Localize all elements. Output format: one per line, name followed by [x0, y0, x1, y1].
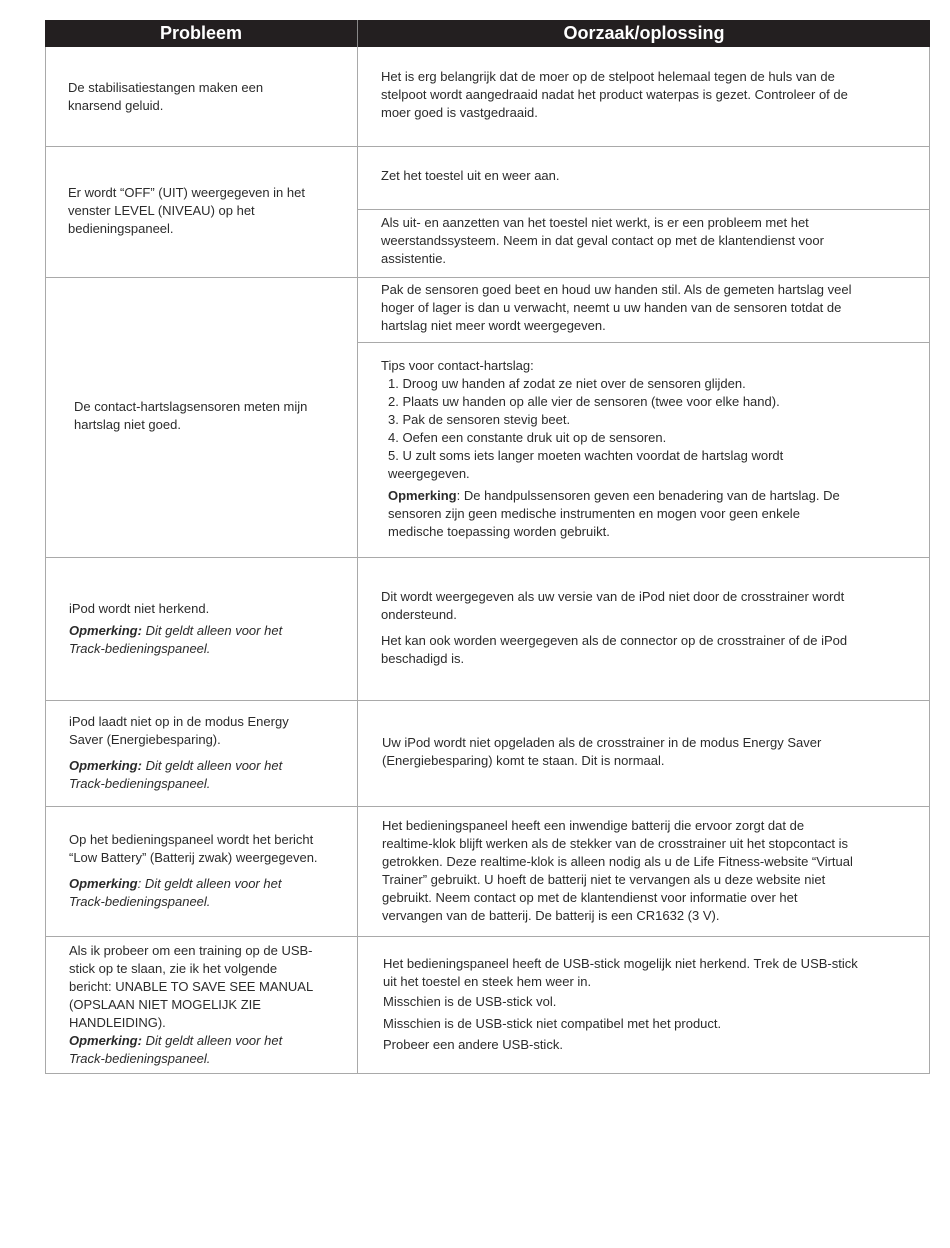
problem-usb-save: Als ik probeer om een training op de USB- stick op te slaan, zie ik het volgende bericht: UNABLE TO SAVE SEE MANUAL (OPSLAAN NIET MOGELIJK ZIE HANDLEIDING). [69, 943, 314, 1030]
row-divider [45, 806, 930, 807]
row-divider [45, 277, 930, 278]
heart-rate-note: Opmerking: De handpulssensoren geven een benadering van de hartslag. De sensoren zijn geen medische instrumenten en mogen voor geen enkele medische toepassing worden gebruikt. [388, 488, 840, 539]
solution-ipod-version: Dit wordt weergegeven als uw versie van de iPod niet door de crosstrainer wordt ondersteund. [381, 589, 845, 622]
row-divider [45, 936, 930, 937]
ipod-note: Opmerking: Dit geldt alleen voor het Track-bedieningspaneel. [69, 623, 283, 656]
row-divider [45, 700, 930, 701]
low-battery-note: Opmerking: Dit geldt alleen voor het Track-bedieningspaneel. [69, 876, 282, 909]
column-header-problem: Probleem [45, 20, 357, 47]
solution-restart: Zet het toestel uit en weer aan. [381, 168, 560, 183]
table-bottom-border [45, 1073, 930, 1074]
subrow-divider [357, 209, 930, 210]
solution-usb-full: Misschien is de USB-stick vol. [383, 994, 557, 1009]
table-left-border [45, 47, 46, 1074]
problem-low-battery: Op het bedieningspaneel wordt het bericht “Low Battery” (Batterij zwak) weergegeven. [69, 832, 318, 865]
subrow-divider [357, 342, 930, 343]
column-divider [357, 47, 358, 1074]
problem-ipod-not-charging: iPod laadt niet op in de modus Energy Saver (Energiebesparing). [69, 714, 289, 747]
solution-hold-sensors: Pak de sensoren goed beet en houd uw handen stil. Als de gemeten hartslag veel hoger of lager is dan u verwacht, neemt u uw handen van de sensoren totdat de hartslag niet meer wordt weergegeven. [381, 282, 852, 333]
row-divider [45, 146, 930, 147]
solution-ipod-connector: Het kan ook worden weergegeven als de connector op de crosstrainer of de iPod beschadigd is. [381, 633, 848, 666]
ipod-charging-note: Opmerking: Dit geldt alleen voor het Track-bedieningspaneel. [69, 758, 283, 791]
row-divider [45, 557, 930, 558]
solution-usb-incompatible: Misschien is de USB-stick niet compatibel met het product. [383, 1016, 722, 1031]
solution-stabilizer: Het is erg belangrijk dat de moer op de stelpoot helemaal tegen de huls van de stelpoot wordt aangedraaid nadat het product waterpas is gezet. Controleer of de moer goed is vastgedraaid. [381, 69, 848, 120]
usb-note: Opmerking: Dit geldt alleen voor het Track-bedieningspaneel. [69, 1033, 283, 1066]
problem-ipod-not-recognized: iPod wordt niet herkend. [69, 601, 210, 616]
table-right-border [929, 47, 930, 1074]
tips-title: Tips voor contact-hartslag: [381, 358, 534, 373]
solution-usb-other: Probeer een andere USB-stick. [383, 1037, 563, 1052]
problem-stabilizer: De stabilisatiestangen maken een knarsend geluid. [68, 80, 264, 113]
solution-usb-reinsert: Het bedieningspaneel heeft de USB-stick mogelijk niet herkend. Trek de USB-stick uit het toestel en steek hem weer in. [383, 956, 858, 989]
solution-internal-battery: Het bedieningspaneel heeft een inwendige batterij die ervoor zorgt dat de realtime-klok blijft werken als de stekker van de crosstrainer uit het stopcontact is getrokken. Deze realtime-klok is alleen nodig als u de Life Fitness-website “Virtual Trainer” gebruikt. U hoeft de batterij niet te vervangen als u deze website niet gebruikt. Neem contact op met de klantendienst voor informatie over het vervangen van de batterij. De batterij is een CR1632 (3 V). [382, 818, 853, 923]
problem-off-display: Er wordt “OFF” (UIT) weergegeven in het venster LEVEL (NIVEAU) op het bedieningspaneel. [68, 185, 305, 236]
solution-resistance-system: Als uit- en aanzetten van het toestel niet werkt, is er een probleem met het weerstandssysteem. Neem in dat geval contact op met de klantendienst voor assistentie. [381, 215, 824, 266]
column-header-solution: Oorzaak/oplossing [358, 20, 930, 47]
heart-rate-tips: Tips voor contact-hartslag: 1. Droog uw handen af zodat ze niet over de sensoren glijden. 2. Plaats uw handen op alle vier de sensoren (twee voor elke hand). 3. Pak de sensoren stevig beet. 4. Oefen een constante druk uit op de sensoren. 5. U zult soms iets langer moeten wachten voordat de hartslag wordt weergegeven. [381, 358, 784, 481]
problem-heart-rate: De contact-hartslagsensoren meten mijn hartslag niet goed. [74, 399, 308, 432]
solution-energy-saver: Uw iPod wordt niet opgeladen als de crosstrainer in de modus Energy Saver (Energiebesparing) komt te staan. Dit is normaal. [382, 735, 822, 768]
note-label: Opmerking [388, 488, 457, 503]
